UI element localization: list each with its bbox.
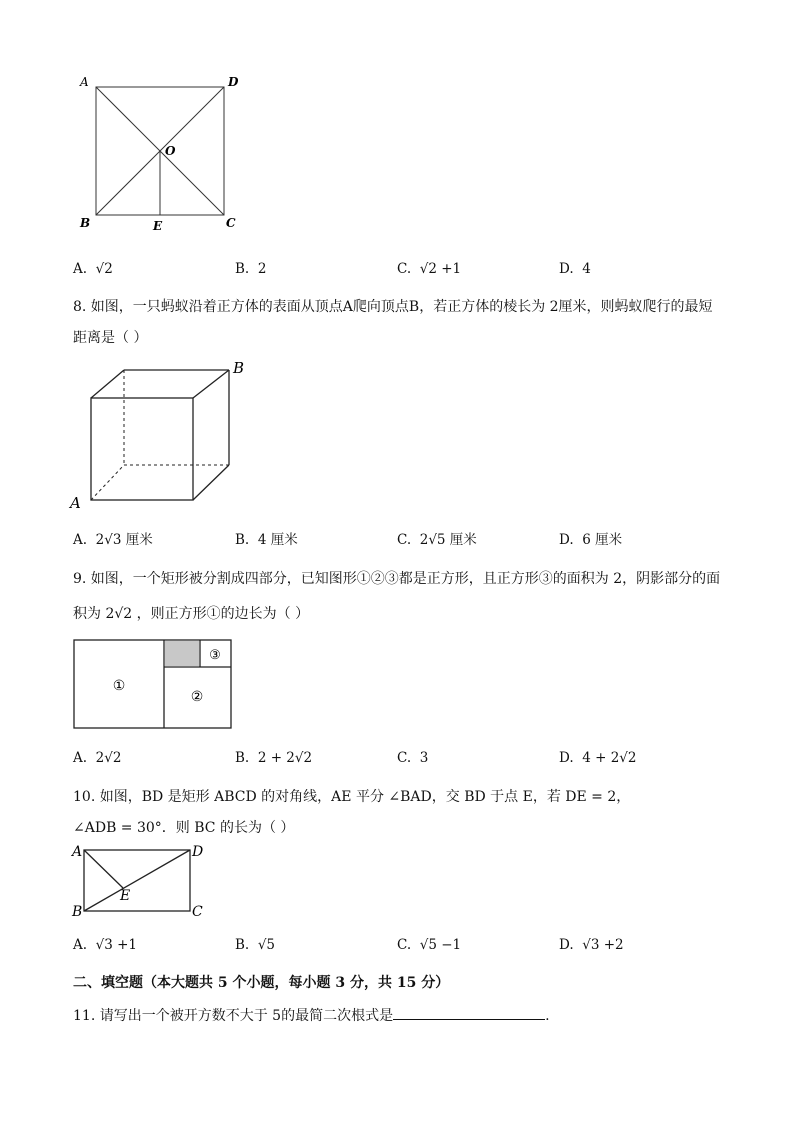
q9-option-c-letter: C.: [397, 750, 412, 766]
q10-label-e: E: [120, 888, 131, 904]
q9-option-b[interactable]: [235, 750, 312, 766]
q7-option-c[interactable]: [397, 261, 461, 277]
q10-label-c: C: [192, 904, 203, 920]
q7-label-b: B: [80, 216, 91, 230]
q9-option-c-text: 3: [419, 750, 429, 766]
q10-option-a-letter: A.: [73, 937, 88, 953]
q7-label-e: E: [153, 219, 163, 233]
q10-label-a: A: [72, 844, 83, 860]
q7-option-d-letter: D.: [559, 261, 574, 277]
q9-label-square-1: ①: [112, 678, 126, 694]
q8-label-b: B: [233, 359, 245, 377]
q7-label-a: A: [80, 75, 89, 89]
q9-label-square-3: ③: [209, 648, 221, 663]
q11-question-text: 11. 请写出一个被开方数不大于 5的最简二次根式是: [73, 1008, 394, 1024]
q7-option-a-letter: A.: [73, 261, 88, 277]
q8-option-c[interactable]: [397, 528, 477, 548]
q10-question-line2: ∠ADB = 30°．则 BC 的长为（ ）: [73, 820, 295, 836]
section-2-title: 二、填空题（本大题共 5 个小题，每小题 3 分，共 15 分）: [73, 975, 450, 991]
q9-option-b-letter: B.: [235, 750, 250, 766]
q7-option-a[interactable]: [73, 261, 113, 277]
q8-option-d-text: 6 厘米: [582, 532, 623, 548]
q8-option-c-text: 2√5 厘米: [419, 532, 477, 548]
q10-option-a-text: √3 +1: [95, 937, 138, 953]
q9-option-c[interactable]: [397, 750, 428, 766]
q9-question-line2: 积为 2√2 ，则正方形①的边长为（ ）: [73, 606, 310, 622]
q8-label-a: A: [70, 494, 81, 512]
q10-diagonal-bd: [84, 850, 190, 911]
q7-option-d-text: 4: [582, 261, 591, 277]
q11-answer-blank[interactable]: [393, 1007, 545, 1020]
q7-label-c: C: [226, 216, 236, 230]
q8-option-a-text: 2√3 厘米: [95, 532, 153, 548]
q7-label-o: O: [165, 144, 176, 158]
q9-shaded-region: [165, 641, 199, 666]
q8-question-line2: 距离是（ ）: [73, 330, 148, 346]
q10-option-c-letter: C.: [397, 937, 412, 953]
q9-option-a[interactable]: [73, 750, 121, 766]
q8-option-a[interactable]: [73, 528, 153, 548]
q10-option-b-text: √5: [257, 937, 276, 953]
q7-option-a-text: √2: [95, 261, 113, 277]
q10-option-b[interactable]: [235, 937, 275, 953]
q9-option-d-letter: D.: [559, 750, 574, 766]
q9-question-line1: 9. 如图，一个矩形被分割成四部分，已知图形①②③都是正方形，且正方形③的面积为 2，阴影部分的面: [73, 571, 721, 587]
q7-option-b[interactable]: [235, 261, 266, 277]
q7-label-d: D: [228, 75, 239, 89]
q11-question: [73, 1005, 550, 1025]
q9-option-d[interactable]: [559, 750, 637, 766]
q9-option-a-letter: A.: [73, 750, 88, 766]
q10-option-d-letter: D.: [559, 937, 574, 953]
q8-cube-front-face: [91, 398, 193, 500]
q10-option-c[interactable]: [397, 937, 461, 953]
q8-option-d[interactable]: [559, 528, 622, 548]
q8-option-b-text: 4 厘米: [257, 532, 298, 548]
q8-option-b-letter: B.: [235, 532, 250, 548]
q8-option-b[interactable]: [235, 528, 298, 548]
q10-rectangle-figure: [68, 840, 218, 922]
q8-question-line1: 8. 如图，一只蚂蚁沿着正方体的表面从顶点A爬向顶点B，若正方体的棱长为 2厘米，则蚂蚁爬行的最短: [73, 299, 713, 315]
q10-option-c-text: √5 −1: [419, 937, 462, 953]
q8-option-a-letter: A.: [73, 532, 88, 548]
q8-option-d-letter: D.: [559, 532, 574, 548]
q9-option-a-text: 2√2: [95, 750, 122, 766]
q10-option-d[interactable]: [559, 937, 624, 953]
q8-cube-figure: [66, 356, 256, 516]
q9-label-square-2: ②: [190, 689, 204, 705]
q10-option-d-text: √3 +2: [582, 937, 624, 953]
q8-cube-hidden-edges: [91, 370, 229, 500]
q10-question-line1: 10. 如图，BD 是矩形 ABCD 的对角线，AE 平分 ∠BAD，交 BD 于点 E，若 DE = 2，: [73, 789, 631, 805]
q9-outer-rectangle: [74, 640, 231, 728]
q9-option-d-text: 4 + 2√2: [582, 750, 637, 766]
q10-option-a[interactable]: [73, 937, 137, 953]
q10-label-d: D: [192, 844, 204, 860]
q7-square-figure: [72, 70, 247, 240]
q7-option-d[interactable]: [559, 261, 591, 277]
q7-option-c-letter: C.: [397, 261, 412, 277]
q10-segment-ae: [84, 850, 123, 888]
q10-option-b-letter: B.: [235, 937, 250, 953]
q7-option-b-text: 2: [257, 261, 267, 277]
q11-question-end: .: [545, 1008, 550, 1024]
q9-option-b-text: 2 + 2√2: [257, 750, 313, 766]
q10-label-b: B: [72, 904, 83, 920]
q7-option-b-letter: B.: [235, 261, 250, 277]
q8-option-c-letter: C.: [397, 532, 412, 548]
q7-option-c-text: √2 +1: [419, 261, 462, 277]
q9-rectangle-figure: [72, 638, 234, 732]
